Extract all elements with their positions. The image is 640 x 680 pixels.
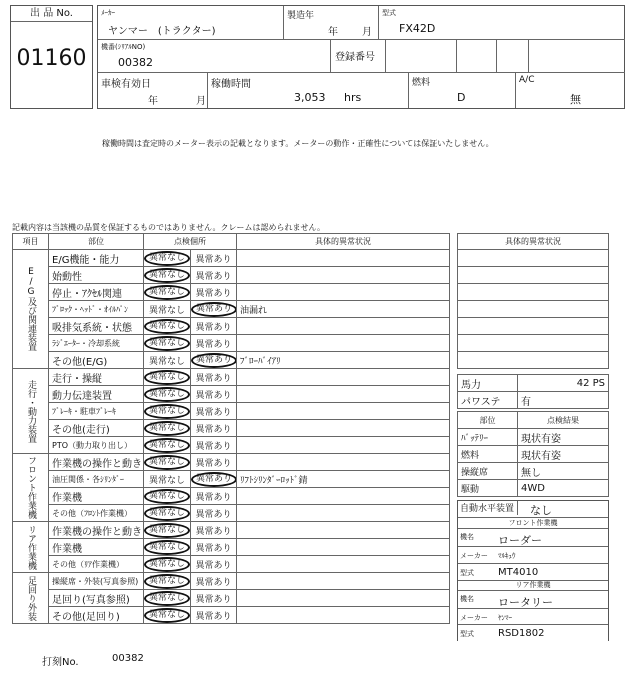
inspection-table xyxy=(12,233,450,624)
part-name: E/G機能・能力 xyxy=(49,250,144,267)
abnormality-option: 異常あり xyxy=(195,458,232,469)
no-abnormality-option: 異常なし xyxy=(144,489,190,504)
detail xyxy=(237,539,450,556)
part-name: その他(E/G) xyxy=(49,352,144,369)
abnormal-row xyxy=(458,318,609,335)
check-ok[interactable] xyxy=(144,403,191,420)
no-abnormality-option: 異常なし xyxy=(148,356,185,367)
attachment-box xyxy=(457,500,609,641)
part-name: 作業機 xyxy=(49,488,144,505)
check-ok[interactable] xyxy=(144,607,191,624)
no-abnormality-option: 異常なし xyxy=(144,421,190,436)
abnormal-cell xyxy=(458,318,609,335)
spec-box xyxy=(457,374,609,409)
abnormal-row xyxy=(458,301,609,318)
check-ng[interactable] xyxy=(191,539,237,556)
listing-label: 出 品 No. xyxy=(11,6,92,22)
check-ok[interactable] xyxy=(144,420,191,437)
part-result: 現状有姿 xyxy=(518,429,609,446)
hours-notice: 稼働時間は査定時のメーター表示の記載となります。メーターの動作・正確性については保証いたしません。 xyxy=(102,139,494,148)
abnormal-box xyxy=(457,233,609,369)
hours-label: 稼働時間 xyxy=(211,79,251,90)
detail xyxy=(237,318,450,335)
check-ng[interactable] xyxy=(191,454,237,471)
check-ng[interactable] xyxy=(191,369,237,386)
model-value: FX42D xyxy=(399,22,436,35)
table-row xyxy=(13,420,450,437)
part-name: ﾌﾞﾚｰｷ・駐車ﾌﾞﾚｰｷ xyxy=(49,403,144,420)
check-ng[interactable] xyxy=(191,284,237,301)
check-ng[interactable] xyxy=(191,335,237,352)
front-attachment-label: フロント作業機 xyxy=(458,518,608,529)
no-abnormality-option: 異常なし xyxy=(144,319,190,334)
check-ok[interactable] xyxy=(144,284,191,301)
part-label: 駆動 xyxy=(458,480,518,497)
group-label: リア作業機 xyxy=(13,522,49,573)
ac-label: A/C xyxy=(519,75,535,85)
detail xyxy=(237,522,450,539)
month-unit: 月 xyxy=(362,27,372,38)
abnormal-row xyxy=(458,284,609,301)
fuel-cell xyxy=(409,73,516,108)
hours-cell xyxy=(208,73,409,108)
no-abnormality-option: 異常なし xyxy=(144,455,190,470)
parts-row xyxy=(458,480,609,497)
rear-name-label: 機名 xyxy=(460,595,474,603)
leveler-value: なし xyxy=(530,504,552,517)
detail: ﾌﾞﾛｰﾊﾞｲｱﾘ xyxy=(237,352,450,369)
detail: 油漏れ xyxy=(237,301,450,318)
hours-unit: hrs xyxy=(344,91,362,104)
part-name: 吸排気系統・状態 xyxy=(49,318,144,335)
leveler-label: 自動水平装置 xyxy=(460,501,518,515)
part-name: 走行・操縦 xyxy=(49,369,144,386)
table-row xyxy=(13,522,450,539)
registration-box-2 xyxy=(457,40,497,73)
no-abnormality-option: 異常なし xyxy=(144,591,190,606)
part-label: ﾊﾞｯﾃﾘｰ xyxy=(458,429,518,446)
maker-cell xyxy=(98,6,284,40)
year-label: 製造年 xyxy=(287,11,315,21)
check-ok[interactable] xyxy=(144,386,191,403)
front-maker: ﾏﾙｷｭｳ xyxy=(498,552,516,560)
table-row xyxy=(13,369,450,386)
hp-value: 42 PS xyxy=(518,375,609,392)
check-ok[interactable] xyxy=(144,454,191,471)
inspection-month-unit: 月 xyxy=(196,96,206,107)
check-ng[interactable] xyxy=(191,505,237,522)
abnormality-option: 異常あり xyxy=(195,288,232,299)
check-ok[interactable] xyxy=(144,335,191,352)
abnormal-cell xyxy=(458,301,609,318)
detail xyxy=(237,335,450,352)
check-ng[interactable] xyxy=(191,573,237,590)
table-row xyxy=(13,403,450,420)
abnormal-cell xyxy=(458,352,609,369)
table-row xyxy=(13,471,450,488)
result-header: 点検結果 xyxy=(518,412,609,429)
check-ng[interactable] xyxy=(191,420,237,437)
abnormal-row xyxy=(458,250,609,267)
part-name: その他（ﾘｱ作業機） xyxy=(49,556,144,573)
check-ng[interactable] xyxy=(191,301,237,318)
check-ng[interactable] xyxy=(191,522,237,539)
table-row xyxy=(13,539,450,556)
abnormality-option: 異常あり xyxy=(195,254,232,265)
no-abnormality-option: 異常なし xyxy=(144,404,190,419)
check-ok[interactable] xyxy=(144,301,191,318)
part-name: 停止・ｱｸｾﾙ関連 xyxy=(49,284,144,301)
table-row xyxy=(13,556,450,573)
group-label: 走行・動力装置 xyxy=(13,369,49,454)
check-ng[interactable] xyxy=(191,607,237,624)
abnormality-option: 異常あり xyxy=(195,424,232,435)
front-name: ローダー xyxy=(498,534,542,547)
no-abnormality-option: 異常なし xyxy=(144,285,190,300)
rear-maker: ﾔﾝﾏｰ xyxy=(498,614,512,622)
no-abnormality-option: 異常なし xyxy=(144,557,190,572)
table-row xyxy=(13,437,450,454)
no-abnormality-option: 異常なし xyxy=(144,523,190,538)
abnormality-option: 異常あり xyxy=(195,509,232,520)
part-name: その他(走行) xyxy=(49,420,144,437)
rear-attachment-label: リア作業機 xyxy=(458,581,608,591)
model-label: 型式 xyxy=(382,9,396,17)
abnormality-option: 異常あり xyxy=(195,594,232,605)
abnormal-cell xyxy=(458,267,609,284)
inspection-cell xyxy=(98,73,208,108)
listing-number: 01160 xyxy=(16,46,87,71)
detail xyxy=(237,267,450,284)
no-abnormality-option: 異常なし xyxy=(148,475,185,486)
hp-label: 馬力 xyxy=(458,375,518,392)
part-name: 作業機の操作と動き xyxy=(49,522,144,539)
table-row xyxy=(13,318,450,335)
serial-cell xyxy=(98,40,331,73)
registration-box-1 xyxy=(386,40,457,73)
check-ng[interactable] xyxy=(191,386,237,403)
listing-number-box xyxy=(10,5,93,109)
detail xyxy=(237,556,450,573)
check-ok[interactable] xyxy=(144,250,191,267)
abnormality-option: 異常あり xyxy=(195,441,232,452)
abnormality-option: 異常あり xyxy=(191,353,237,368)
header-part: 部位 xyxy=(49,234,144,250)
part-name: 油圧関係・各ｼﾘﾝﾀﾞｰ xyxy=(49,471,144,488)
rear-name: ロータリー xyxy=(498,596,553,609)
detail xyxy=(237,488,450,505)
check-ok[interactable] xyxy=(144,352,191,369)
model-cell xyxy=(379,6,625,40)
abnormality-option: 異常あり xyxy=(195,526,232,537)
part-result: 4WD xyxy=(518,480,609,497)
year-cell xyxy=(284,6,379,40)
part-result: 現状有姿 xyxy=(518,446,609,463)
part-name: 作業機の操作と動き xyxy=(49,454,144,471)
group-label: 足回り外装 xyxy=(13,573,49,624)
no-abnormality-option: 異常なし xyxy=(144,574,190,589)
rear-model: RSD1802 xyxy=(498,628,545,639)
no-abnormality-option: 異常なし xyxy=(144,268,190,283)
detail xyxy=(237,573,450,590)
check-ng[interactable] xyxy=(191,590,237,607)
no-abnormality-option: 異常なし xyxy=(144,438,190,453)
abnormality-option: 異常あり xyxy=(191,472,237,487)
check-ok[interactable] xyxy=(144,590,191,607)
check-ng[interactable] xyxy=(191,556,237,573)
abnormal-row xyxy=(458,335,609,352)
registration-box-3 xyxy=(497,40,529,73)
check-ok[interactable] xyxy=(144,522,191,539)
front-maker-label: メーカー xyxy=(460,552,488,560)
fuel-value: D xyxy=(457,91,466,104)
abnormal-cell xyxy=(458,250,609,267)
table-row xyxy=(13,488,450,505)
ac-cell xyxy=(516,73,625,108)
parts-header: 部位 xyxy=(458,412,518,429)
rear-model-label: 型式 xyxy=(460,630,474,638)
part-name: その他（ﾌﾛﾝﾄ作業機） xyxy=(49,505,144,522)
abnormal-header: 具体的異常状況 xyxy=(458,234,609,250)
header-check: 点検個所 xyxy=(144,234,237,250)
front-model-label: 型式 xyxy=(460,569,474,577)
abnormality-option: 異常あり xyxy=(195,339,232,350)
detail xyxy=(237,590,450,607)
check-ok[interactable] xyxy=(144,488,191,505)
stamp-value: 00382 xyxy=(112,653,144,664)
abnormality-option: 異常あり xyxy=(195,407,232,418)
check-ng[interactable] xyxy=(191,437,237,454)
part-label: 操縦席 xyxy=(458,463,518,480)
abnormality-option: 異常あり xyxy=(195,271,232,282)
abnormality-option: 異常あり xyxy=(195,492,232,503)
abnormality-option: 異常あり xyxy=(195,322,232,333)
part-name: ﾗｼﾞｴｰﾀｰ・冷却系統 xyxy=(49,335,144,352)
detail xyxy=(237,284,450,301)
check-ok[interactable] xyxy=(144,471,191,488)
front-model: MT4010 xyxy=(498,567,539,578)
part-name: 始動性 xyxy=(49,267,144,284)
registration-label-cell xyxy=(331,40,386,73)
abnormal-row xyxy=(458,267,609,284)
table-row xyxy=(13,335,450,352)
table-row xyxy=(13,267,450,284)
table-row xyxy=(13,454,450,471)
detail xyxy=(237,403,450,420)
detail xyxy=(237,505,450,522)
abnormality-option: 異常あり xyxy=(195,577,232,588)
abnormality-option: 異常あり xyxy=(191,302,237,317)
detail xyxy=(237,420,450,437)
quality-notice: 記載内容は当該機の品質を保証するものではありません。クレームは認められません。 xyxy=(12,223,325,232)
no-abnormality-option: 異常なし xyxy=(144,540,190,555)
no-abnormality-option: 異常なし xyxy=(144,370,190,385)
table-row xyxy=(13,352,450,369)
part-name: その他(足回り) xyxy=(49,607,144,624)
part-label: 燃料 xyxy=(458,446,518,463)
part-name: 足回り(写真参照) xyxy=(49,590,144,607)
check-ng[interactable] xyxy=(191,471,237,488)
detail xyxy=(237,369,450,386)
check-ng[interactable] xyxy=(191,352,237,369)
year-unit: 年 xyxy=(328,27,338,38)
check-ok[interactable] xyxy=(144,437,191,454)
no-abnormality-option: 異常なし xyxy=(144,336,190,351)
fuel-label: 燃料 xyxy=(412,78,431,88)
table-row xyxy=(13,250,450,267)
maker-value: ヤンマー (トラクター) xyxy=(108,26,216,37)
check-ok[interactable] xyxy=(144,556,191,573)
part-name: PTO（動力取り出し） xyxy=(49,437,144,454)
check-ng[interactable] xyxy=(191,250,237,267)
check-ng[interactable] xyxy=(191,318,237,335)
no-abnormality-option: 異常なし xyxy=(144,506,190,521)
detail xyxy=(237,437,450,454)
part-name: ﾌﾞﾛｯｸ・ﾍｯﾄﾞ・ｵｲﾙﾊﾟﾝ xyxy=(49,301,144,318)
check-ok[interactable] xyxy=(144,318,191,335)
group-label: フロント作業機 xyxy=(13,454,49,522)
registration-box-4 xyxy=(529,40,625,73)
abnormality-option: 異常あり xyxy=(195,611,232,622)
maker-label: ﾒｰｶｰ xyxy=(101,9,115,17)
no-abnormality-option: 異常なし xyxy=(148,305,185,316)
no-abnormality-option: 異常なし xyxy=(144,608,190,623)
detail: ﾘﾌﾄｼﾘﾝﾀﾞｰﾛｯﾄﾞ錆 xyxy=(237,471,450,488)
part-name: 操縦席・外装(写真参照) xyxy=(49,573,144,590)
table-row xyxy=(13,590,450,607)
no-abnormality-option: 異常なし xyxy=(144,251,190,266)
table-header xyxy=(13,234,450,250)
abnormality-option: 異常あり xyxy=(195,560,232,571)
table-row xyxy=(13,284,450,301)
serial-value: 00382 xyxy=(118,56,153,69)
detail xyxy=(237,454,450,471)
check-ok[interactable] xyxy=(144,369,191,386)
power-steering-value: 有 xyxy=(518,392,609,409)
check-ok[interactable] xyxy=(144,539,191,556)
table-row xyxy=(13,505,450,522)
no-abnormality-option: 異常なし xyxy=(144,387,190,402)
group-label: E/G及び関連装置 xyxy=(13,250,49,369)
table-row xyxy=(13,607,450,624)
check-ng[interactable] xyxy=(191,488,237,505)
parts-row xyxy=(458,429,609,446)
detail xyxy=(237,250,450,267)
part-name: 動力伝達装置 xyxy=(49,386,144,403)
part-result: 無し xyxy=(518,463,609,480)
check-ok[interactable] xyxy=(144,267,191,284)
parts-box xyxy=(457,411,609,497)
serial-label: 機番(ｼﾘｱﾙNO) xyxy=(101,43,146,51)
check-ok[interactable] xyxy=(144,573,191,590)
inspection-label: 車検有効日 xyxy=(101,79,151,90)
rear-maker-label: メーカー xyxy=(460,614,488,622)
inspection-year-unit: 年 xyxy=(148,96,158,107)
header-category: 項目 xyxy=(13,234,49,250)
abnormal-cell xyxy=(458,284,609,301)
detail xyxy=(237,607,450,624)
front-name-label: 機名 xyxy=(460,533,474,541)
ac-value: 無 xyxy=(570,93,581,106)
abnormality-option: 異常あり xyxy=(195,543,232,554)
table-row xyxy=(13,301,450,318)
abnormal-row xyxy=(458,352,609,369)
table-row xyxy=(13,386,450,403)
parts-row xyxy=(458,463,609,480)
check-ng[interactable] xyxy=(191,403,237,420)
registration-label: 登録番号 xyxy=(335,52,375,63)
detail xyxy=(237,386,450,403)
abnormality-option: 異常あり xyxy=(195,390,232,401)
abnormality-option: 異常あり xyxy=(195,373,232,384)
power-steering-label: パワステ xyxy=(458,392,518,409)
vehicle-info-box xyxy=(97,5,625,109)
stamp-label: 打刻No. xyxy=(42,657,79,668)
check-ok[interactable] xyxy=(144,505,191,522)
header-detail: 具体的異常状況 xyxy=(237,234,450,250)
check-ng[interactable] xyxy=(191,267,237,284)
table-row xyxy=(13,573,450,590)
abnormal-cell xyxy=(458,335,609,352)
parts-row xyxy=(458,446,609,463)
part-name: 作業機 xyxy=(49,539,144,556)
hours-value: 3,053 xyxy=(294,91,326,104)
